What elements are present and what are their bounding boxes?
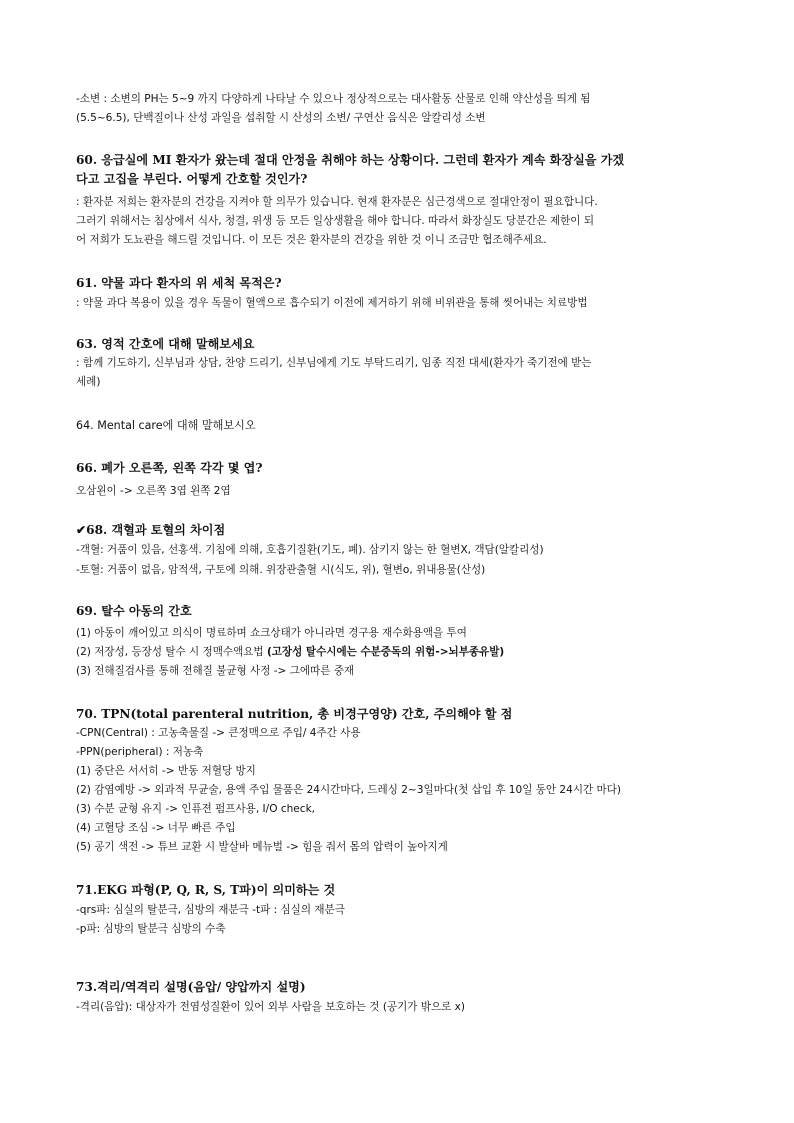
line-text: 세례) xyxy=(76,376,101,388)
line-text: 66. 폐가 오른쪽, 왼쪽 각각 몇 엽? xyxy=(76,461,263,475)
line-text: : 약물 과다 복용이 있을 경우 독물이 혈액으로 흡수되기 이전에 제거하기 위해 비위관을 통해 씻어내는 치료방법 xyxy=(76,297,588,309)
line-text: : 환자분 저희는 환자분의 건강을 지켜야 할 의무가 있습니다. 현재 환자분은 심근경색으로 절대안정이 필요합니다. xyxy=(76,196,598,208)
answer-line xyxy=(76,802,722,817)
answer-line xyxy=(76,563,722,578)
line-text: (2) 저장성, 등장성 탈수 시 정맥수액요법 xyxy=(76,646,267,658)
question-heading xyxy=(76,152,722,169)
question-heading xyxy=(76,460,722,477)
line-text: (1) 아동이 깨어있고 의식이 명료하며 쇼크상태가 아니라면 경구용 재수화용액을 투여 xyxy=(76,627,467,639)
answer-line xyxy=(76,214,722,229)
question-heading xyxy=(76,979,722,996)
question-heading xyxy=(76,882,722,899)
line-text: -소변 : 소변의 PH는 5~9 까지 다양하게 나타날 수 있으나 정상적으로는 대사활동 산물로 인해 약산성을 띄게 됨 xyxy=(76,93,591,105)
answer-line xyxy=(76,195,722,210)
answer-line xyxy=(76,821,722,836)
line-text: -PPN(peripheral) : 저농축 xyxy=(76,746,204,758)
answer-line xyxy=(76,922,722,937)
line-text: : 함께 기도하기, 신부님과 상담, 찬양 드리기, 신부님에게 기도 부탁드리기, 임종 직전 대세(환자가 죽기전에 받는 xyxy=(76,357,592,369)
line-text: 60. 응급실에 MI 환자가 왔는데 절대 안정을 취해야 하는 상황이다. 그런데 환자가 계속 화장실을 가겠 xyxy=(76,153,625,167)
question-heading xyxy=(76,275,722,292)
line-text: 어 저희가 도뇨관을 해드릴 것입니다. 이 모든 것은 환자분의 건강을 위한 것 이니 조금만 협조해주세요. xyxy=(76,234,547,246)
line-text: 그러기 위해서는 침상에서 식사, 청결, 위생 등 모든 일상생활을 해야 합니다. 따라서 화장실도 당분간은 제한이 되 xyxy=(76,215,594,227)
line-text: 61. 약물 과다 환자의 위 세척 목적은? xyxy=(76,276,282,290)
line-text: -객혈: 거품이 있음, 선홍색. 기침에 의해, 호흡기질환(기도, 폐). 삼키지 않는 한 혈변X, 객담(알칼리성) xyxy=(76,544,544,556)
answer-line xyxy=(76,764,722,779)
line-text: (3) 수분 균형 유지 -> 인퓨젼 펌프사용, I/O check, xyxy=(76,803,316,815)
answer-line xyxy=(76,543,722,558)
answer-line xyxy=(76,726,722,741)
answer-line xyxy=(76,840,722,855)
emphasis-text: (고장성 탈수시에는 수분중독의 위험->뇌부종유발) xyxy=(266,646,505,658)
line-text: 63. 영적 간호에 대해 말해보세요 xyxy=(76,337,255,351)
answer-line xyxy=(76,418,722,433)
question-heading xyxy=(76,603,722,620)
question-heading xyxy=(76,522,722,539)
question-heading xyxy=(76,336,722,353)
answer-line xyxy=(76,375,722,390)
line-text: (5.5~6.5), 단백질이나 산성 과일을 섭취할 시 산성의 소변/ 구연산 음식은 알칼리성 소변 xyxy=(76,112,486,124)
answer-line xyxy=(76,626,722,641)
line-text: -CPN(Central) : 고농축물질 -> 큰정맥으로 주입/ 4주간 사용 xyxy=(76,727,361,739)
line-text: 오삼왼이 -> 오른쪽 3엽 왼쪽 2엽 xyxy=(76,485,231,497)
line-text: 70. TPN(total parenteral nutrition, 총 비경구영양) 간호, 주의해야 할 점 xyxy=(76,707,513,721)
answer-line xyxy=(76,1000,722,1015)
line-text: -p파: 심방의 탈분극 심방의 수축 xyxy=(76,923,226,935)
line-text: 64. Mental care에 대해 말해보시오 xyxy=(76,419,256,432)
answer-line xyxy=(76,92,722,107)
line-text: 다고 고집을 부린다. 어떻게 간호할 것인가? xyxy=(76,172,308,186)
answer-line xyxy=(76,745,722,760)
line-text: ✔68. 객혈과 토혈의 차이점 xyxy=(76,523,226,537)
answer-line xyxy=(76,664,722,679)
line-text: -격리(음압): 대상자가 전염성질환이 있어 외부 사람을 보호하는 것 (공기가 밖으로 x) xyxy=(76,1001,465,1013)
line-text: 71.EKG 파형(P, Q, R, S, T파)이 의미하는 것 xyxy=(76,883,336,897)
question-heading xyxy=(76,171,722,188)
line-text: 73.격리/역격리 설명(음압/ 양압까지 설명) xyxy=(76,980,306,994)
answer-line xyxy=(76,484,722,499)
line-text: (1) 중단은 서서히 -> 반동 저혈당 방지 xyxy=(76,765,256,777)
line-text: (2) 감염예방 -> 외과적 무균술, 용액 주입 물품은 24시간마다, 드레싱 2~3일마다(첫 삽입 후 10일 동안 24시간 마다) xyxy=(76,784,621,796)
answer-line xyxy=(76,356,722,371)
question-heading xyxy=(76,706,722,723)
answer-line xyxy=(76,903,722,918)
answer-line xyxy=(76,233,722,248)
answer-line xyxy=(76,645,722,660)
line-text: (4) 고혈당 조심 -> 너무 빠른 주입 xyxy=(76,822,236,834)
line-text: -토혈: 거품이 없음, 암적색, 구토에 의해. 위장관출혈 시(식도, 위), 혈변o, 위내용물(산성) xyxy=(76,564,486,576)
line-text: 69. 탈수 아동의 간호 xyxy=(76,604,192,618)
line-text: (5) 공기 색전 -> 튜브 교환 시 발살바 메뉴벌 -> 힘을 줘서 몸의 압력이 높아지게 xyxy=(76,841,448,853)
line-text: (3) 전해질검사를 통해 전해질 불균형 사정 -> 그에따른 중재 xyxy=(76,665,355,677)
line-text: -qrs파: 심실의 탈분극, 심방의 재분극 -t파 : 심실의 재분극 xyxy=(76,904,345,916)
answer-line xyxy=(76,296,722,311)
answer-line xyxy=(76,111,722,126)
answer-line xyxy=(76,783,722,798)
